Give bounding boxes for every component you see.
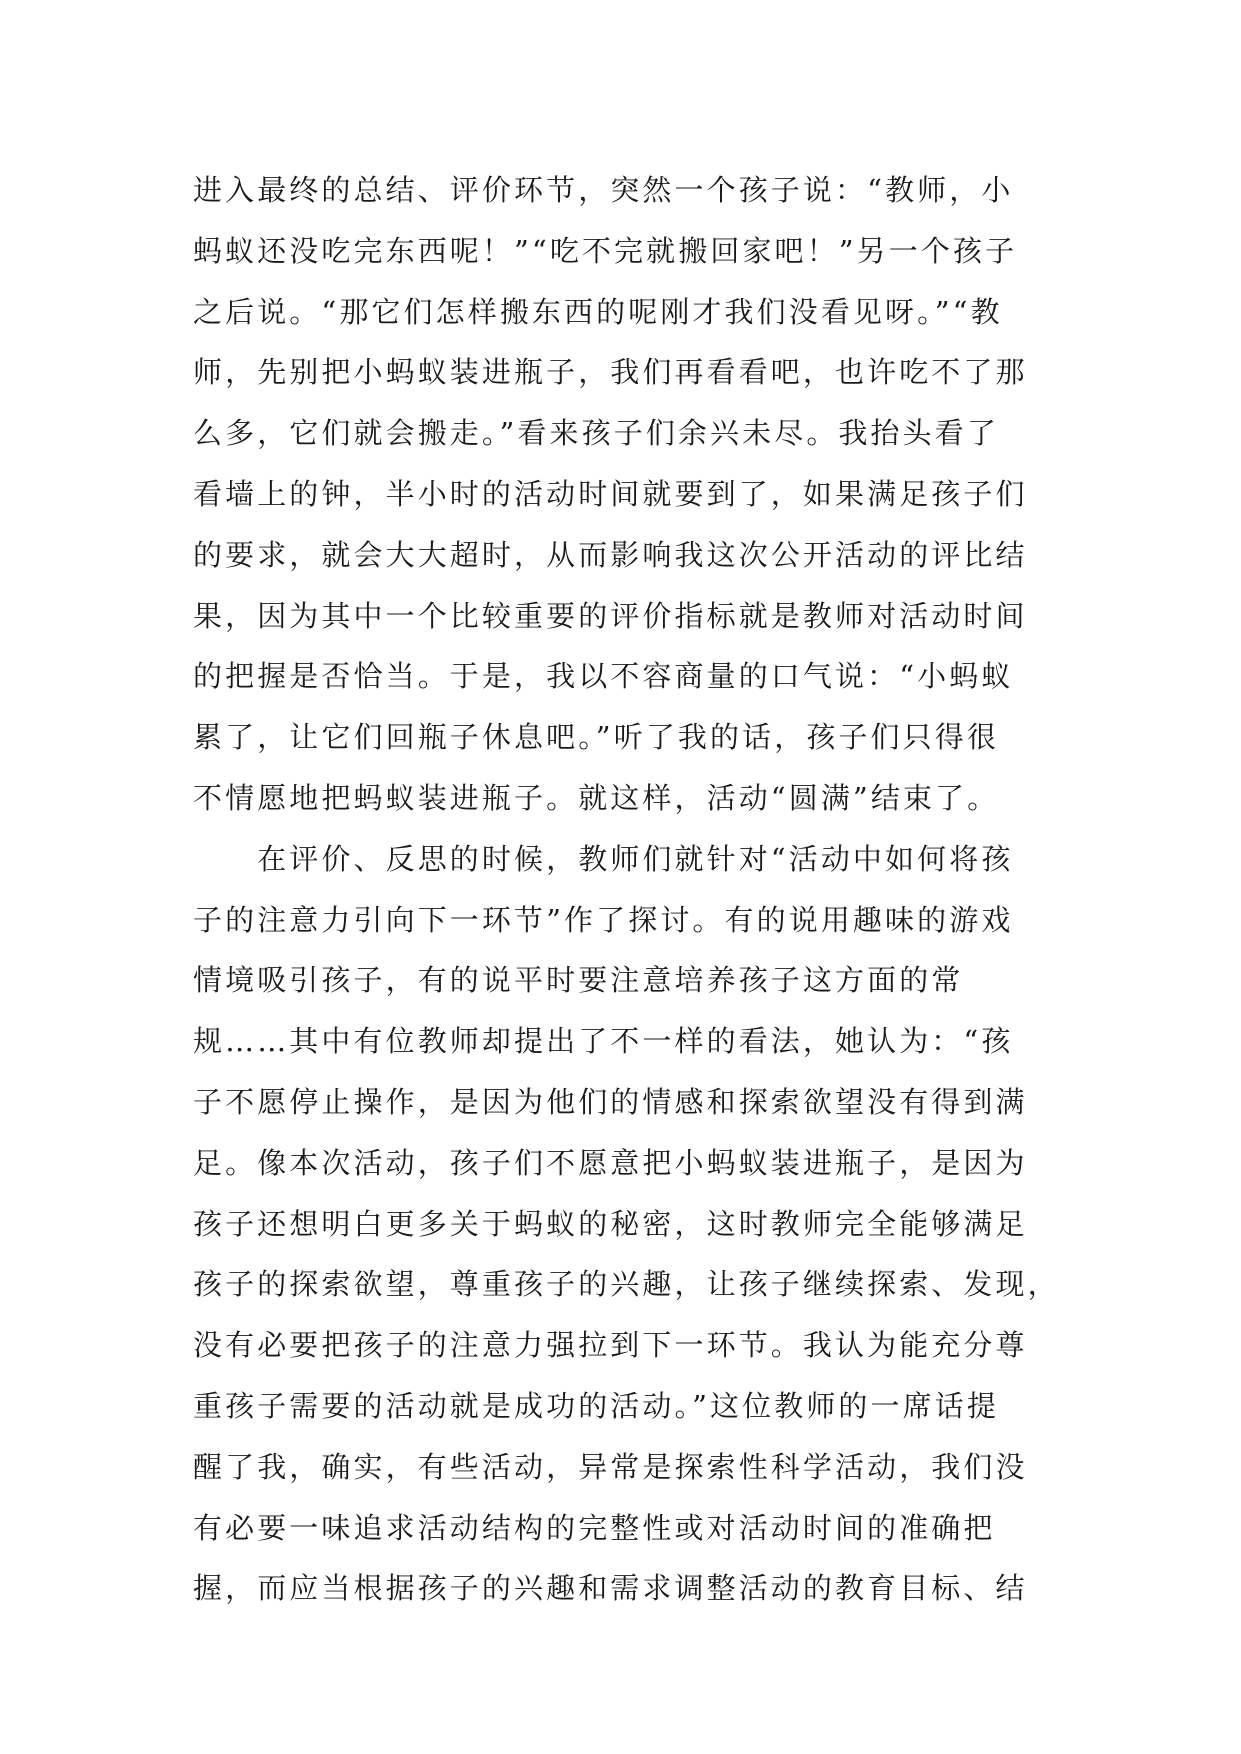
body-text — [193, 160, 1063, 1619]
text-line: 握，而应当根据孩子的兴趣和需求调整活动的教育目标、结 — [193, 1571, 1028, 1606]
text-line: 果，因为其中一个比较重要的评价指标就是教师对活动时间 — [193, 598, 1028, 633]
text-line: 的把握是否恰当。于是，我以不容商量的口气说：“小蚂蚁 — [193, 659, 1014, 694]
text-line: 没有必要把孩子的注意力强拉到下一环节。我认为能充分尊 — [193, 1328, 1028, 1363]
text-line: 不情愿地把蚂蚁装进瓶子。就这样，活动“圆满”结束了。 — [193, 780, 1000, 815]
text-line: 看墙上的钟，半小时的活动时间就要到了，如果满足孩子们 — [193, 476, 1028, 511]
text-line: 在评价、反思的时候，教师们就针对“活动中如何将孩 — [193, 841, 1014, 876]
text-line: 累了，让它们回瓶子休息吧。”听了我的话，孩子们只得很 — [193, 720, 999, 755]
text-line: 蚂蚁还没吃完东西呢！”“吃不完就搬回家吧！”另一个孩子 — [193, 233, 1018, 268]
text-line: 孩子的探索欲望，尊重孩子的兴趣，让孩子继续探索、发现， — [193, 1267, 1060, 1302]
text-line: 醒了我，确实，有些活动，异常是探索性科学活动，我们没 — [193, 1449, 1028, 1484]
text-line: 重孩子需要的活动就是成功的活动。”这位教师的一席话提 — [193, 1388, 999, 1423]
text-line: 规……其中有位教师却提出了不一样的看法，她认为：“孩 — [193, 1024, 1014, 1059]
text-line: 么多，它们就会搬走。”看来孩子们余兴未尽。我抬头看了 — [193, 416, 999, 451]
text-line: 之后说。“那它们怎样搬东西的呢刚才我们没看见呀。”“教 — [193, 294, 1003, 329]
text-line: 情境吸引孩子，有的说平时要注意培养孩子这方面的常 — [193, 963, 964, 998]
text-line: 进入最终的总结、评价环节，突然一个孩子说：“教师，小 — [193, 173, 1014, 207]
text-line: 师，先别把小蚂蚁装进瓶子，我们再看看吧，也许吃不了那 — [193, 355, 1028, 390]
text-line: 子不愿停止操作，是因为他们的情感和探索欲望没有得到满 — [193, 1084, 1028, 1119]
text-line: 孩子还想明白更多关于蚂蚁的秘密，这时教师完全能够满足 — [193, 1206, 1028, 1241]
text-line: 足。像本次活动，孩子们不愿意把小蚂蚁装进瓶子，是因为 — [193, 1145, 1028, 1180]
text-line: 子的注意力引向下一环节”作了探讨。有的说用趣味的游戏 — [193, 902, 1014, 937]
text-line: 有必要一味追求活动结构的完整性或对活动时间的准确把 — [193, 1510, 996, 1545]
text-line: 的要求，就会大大超时，从而影响我这次公开活动的评比结 — [193, 537, 1028, 572]
